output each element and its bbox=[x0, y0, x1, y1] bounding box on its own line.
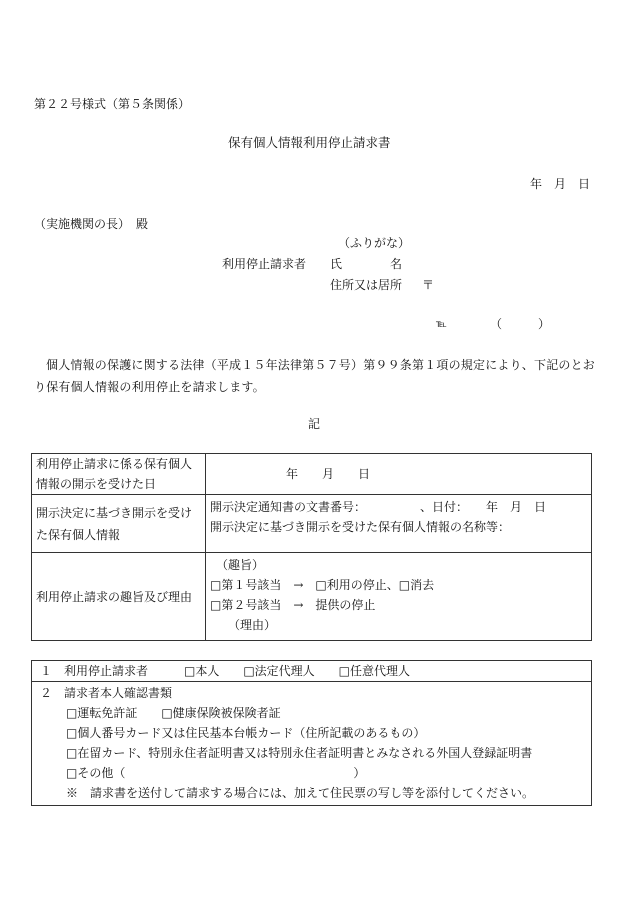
purpose-heading: （趣旨） bbox=[216, 558, 265, 572]
id-documents-note: ※ 請求書を送付して請求する場合には、加えて住民票の写し等を添付してください。 bbox=[66, 786, 535, 800]
tel-label: ℡ bbox=[436, 319, 447, 330]
requester-role-label: 利用停止請求者 bbox=[222, 257, 307, 271]
page-title: 保有個人情報利用停止請求書 bbox=[228, 135, 391, 150]
id-option-residence-card[interactable]: □在留カード、特別永住者証明書又は特別永住者証明書とみなされる外国人登録証明書 bbox=[66, 746, 533, 760]
request-detail-table bbox=[31, 453, 592, 641]
requester-id-table bbox=[31, 660, 592, 806]
name-label: 氏 名 bbox=[330, 257, 403, 271]
disclosure-date-label: 利用停止請求に係る保有個人情報の開示を受けた日 bbox=[32, 454, 206, 495]
clause-2-option[interactable]: □第２号該当 → 提供の停止 bbox=[210, 598, 376, 612]
clause-1-option[interactable]: □第１号該当 → □利用の停止、□消去 bbox=[210, 578, 435, 592]
id-option-mynumber[interactable]: □個人番号カード又は住民基本台帳カード（住所記載のあるもの） bbox=[66, 726, 426, 740]
notice-number-line: 開示決定通知書の文書番号： 、日付： 年 月 日 bbox=[210, 500, 547, 514]
form-number: 第２２号様式（第５条関係） bbox=[34, 97, 191, 111]
table-row bbox=[32, 661, 592, 682]
table-row bbox=[32, 495, 592, 553]
intro-paragraph: 個人情報の保護に関する法律（平成１５年法律第５７号）第９９条第１項の規定により、下記のとおり保有個人情報の利用停止を請求します。 bbox=[34, 358, 596, 394]
purpose-reason-value[interactable] bbox=[206, 553, 592, 641]
table-row bbox=[32, 454, 592, 495]
furigana-label: （ふりがな） bbox=[338, 236, 411, 250]
date-line: 年 月 日 bbox=[530, 177, 591, 191]
id-option-other[interactable]: □その他（ ） bbox=[66, 766, 366, 780]
requester-type-row[interactable]: １ 利用停止請求者 □本人 □法定代理人 □任意代理人 bbox=[32, 661, 592, 682]
address-label: 住所又は居所 bbox=[330, 278, 403, 292]
disclosed-info-value[interactable] bbox=[206, 495, 592, 553]
disclosed-info-name-line: 開示決定に基づき開示を受けた保有個人情報の名称等： bbox=[210, 520, 511, 534]
id-documents-title: ２ 請求者本人確認書類 bbox=[40, 686, 173, 700]
id-option-license[interactable]: □運転免許証 □健康保険被保険者証 bbox=[66, 706, 281, 720]
id-documents-cell bbox=[32, 682, 592, 806]
purpose-reason-label: 利用停止請求の趣旨及び理由 bbox=[32, 553, 206, 641]
disclosure-date-value[interactable]: 年 月 日 bbox=[206, 454, 592, 495]
addressee: （実施機関の長） 殿 bbox=[34, 217, 149, 231]
ki-label: 記 bbox=[308, 417, 321, 431]
table-row bbox=[32, 682, 592, 806]
table-row bbox=[32, 553, 592, 641]
disclosed-info-label: 開示決定に基づき開示を受けた保有個人情報 bbox=[32, 495, 206, 553]
tel-paren: （ ） bbox=[490, 317, 551, 331]
postal-mark: 〒 bbox=[422, 278, 435, 292]
reason-heading: （理由） bbox=[228, 618, 277, 632]
